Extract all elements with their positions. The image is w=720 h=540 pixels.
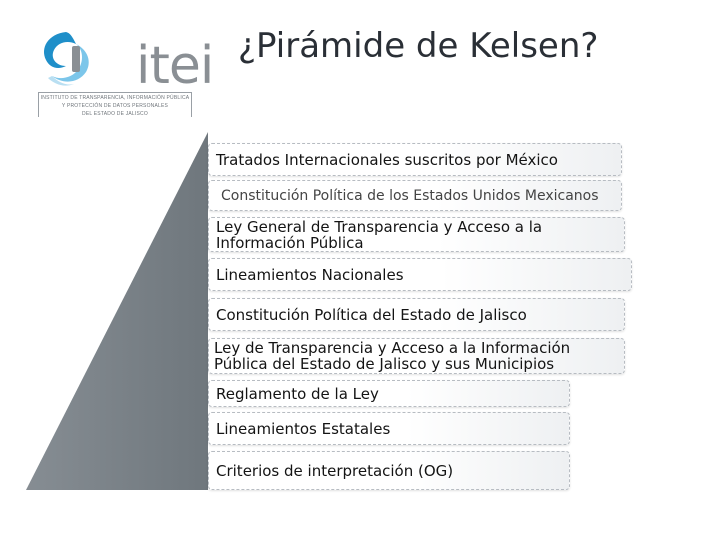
- pyramid-level-1: [208, 143, 622, 176]
- pyramid-level-9: [208, 451, 570, 490]
- pyramid-level-8-label: Lineamientos Estatales: [216, 419, 391, 438]
- logo-subtitle-line-2: Y PROTECCIÓN DE DATOS PERSONALES: [61, 103, 169, 109]
- pyramid-level-1-label: Tratados Internacionales suscritos por México: [216, 150, 558, 169]
- pyramid-level-5: [208, 298, 625, 331]
- pyramid-level-6-label: Ley de Transparencia y Acceso a la Información Pública del Estado de Jalisco y sus Municipios: [214, 339, 571, 373]
- pyramid-level-7: [208, 380, 570, 407]
- pyramid-level-2: [208, 180, 622, 211]
- pyramid-level-4: [208, 258, 632, 291]
- pyramid-level-5-label: Constitución Política del Estado de Jalisco: [216, 305, 527, 324]
- logo-wordmark: itei: [136, 36, 214, 96]
- pyramid-level-3-label: Ley General de Transparencia y Acceso a la Información Pública: [216, 217, 543, 252]
- logo-subtitle-line-3: DEL ESTADO DE JALISCO: [82, 111, 148, 117]
- slide-title: ¿Pirámide de Kelsen?: [238, 26, 599, 66]
- pyramid-level-6: [208, 338, 625, 374]
- logo-subtitle-line-1: INSTITUTO DE TRANSPARENCIA, INFORMACIÓN PÚBLICA: [40, 95, 190, 101]
- pyramid-level-4-label: Lineamientos Nacionales: [216, 265, 404, 284]
- pyramid-level-7-label: Reglamento de la Ley: [216, 384, 379, 403]
- pyramid-level-8: [208, 412, 570, 445]
- pyramid-level-2-label: Constitución Política de los Estados Unidos Mexicanos: [221, 187, 599, 204]
- pyramid-level-3: [208, 217, 625, 252]
- pyramid-level-9-label: Criterios de interpretación (OG): [216, 461, 454, 480]
